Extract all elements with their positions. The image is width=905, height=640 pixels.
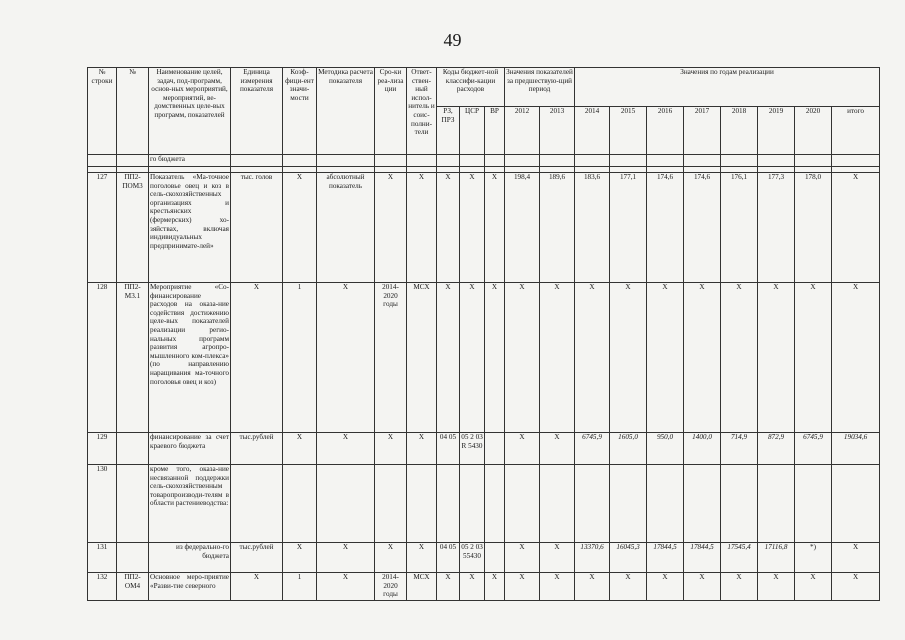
header-row-no: № строки [88,68,117,155]
value-2015: Х [610,573,647,601]
value-2013: 189,6 [540,173,575,283]
table-row [88,173,880,283]
row-coef: 1 [283,283,317,433]
header-years-values: Значения по годам реализации [575,68,880,107]
header-2020: 2020 [795,107,832,155]
table-row [88,433,880,465]
row-unit: тыс.рублей [231,543,283,573]
value-2014: Х [575,283,610,433]
row-number: 128 [88,283,117,433]
row-coef: Х [283,543,317,573]
header-unit: Единица измерения показателя [231,68,283,155]
header-vr: ВР [485,107,505,155]
header-responsible: Ответ-ствен-ный испол-нитель и соис-полни-тели [407,68,437,155]
row-csr: Х [460,573,485,601]
value-2016: 17844,5 [647,543,684,573]
row-terms: Х [375,173,407,283]
row-name: Мероприятие «Со-финансирование расходов на оказа-ние содействия достижению целе-вых показателей реализации регио-нальных программ развития агропро-мышленного ком-плекса» (по направлению наращивания ма-точного поголовья овец и коз) [149,283,231,433]
value-2018: 714,9 [721,433,758,465]
row-rz: 04 05 [437,543,460,573]
value-2015: 177,1 [610,173,647,283]
header-2016: 2016 [647,107,684,155]
value-2013: Х [540,433,575,465]
program-table [87,67,880,601]
row-terms: 2014-2020 годы [375,573,407,601]
header-rz: РЗ, ПРЗ [437,107,460,155]
row-rz: Х [437,283,460,433]
value-2012: Х [505,573,540,601]
row-vr [485,543,505,573]
value-2019: 177,3 [758,173,795,283]
value-2015: 1605,0 [610,433,647,465]
value-2017: Х [684,573,721,601]
row-number: 131 [88,543,117,573]
header-method: Методика расчета показателя [317,68,375,155]
value-2014: 13370,6 [575,543,610,573]
table-row [88,465,880,543]
value-2014: 6745,9 [575,433,610,465]
row-responsible: МСХ [407,573,437,601]
value-2018: Х [721,283,758,433]
value-2018: 176,1 [721,173,758,283]
row-number: 130 [88,465,117,543]
value-2017: Х [684,283,721,433]
value-2017: 1400,0 [684,433,721,465]
row-name: из федерально-го бюджета [149,543,231,573]
row-number: 127 [88,173,117,283]
value-2018: Х [721,573,758,601]
carry-text: го бюджета [149,155,231,167]
table-row [88,155,880,167]
value-total: Х [832,173,880,283]
row-terms: 2014-2020 годы [375,283,407,433]
header-2015: 2015 [610,107,647,155]
row-code: ПП2-М3.1 [117,283,149,433]
value-2019: Х [758,283,795,433]
row-number: 129 [88,433,117,465]
row-method: Х [317,573,375,601]
row-unit: Х [231,573,283,601]
value-total: Х [832,573,880,601]
header-prev-values: Значения показателей за предшествую-щий период [505,68,575,107]
header-2017: 2017 [684,107,721,155]
value-2012: Х [505,543,540,573]
value-2015: Х [610,283,647,433]
row-method: Х [317,433,375,465]
header-2013: 2013 [540,107,575,155]
value-2017: 174,6 [684,173,721,283]
row-responsible: МСХ [407,283,437,433]
value-2019: 872,9 [758,433,795,465]
row-code: ПП2-ОМ4 [117,573,149,601]
value-2017: 17844,5 [684,543,721,573]
header-code-no: № [117,68,149,155]
row-terms: Х [375,543,407,573]
row-coef: 1 [283,573,317,601]
page-number: 49 [443,30,462,50]
row-vr: Х [485,283,505,433]
row-vr [485,433,505,465]
value-2016: Х [647,573,684,601]
row-name: Показатель «Ма-точное поголовье овец и коз в сель-скохозяйственных организациях и крестьянских (фермерских) хо-зяйствах, включая индивидуальных предпринимате-лей» [149,173,231,283]
row-method: Х [317,283,375,433]
table-row [88,573,880,601]
table-header [88,68,880,155]
row-terms: Х [375,433,407,465]
row-code: ПП2-ПОМ3 [117,173,149,283]
value-2013: Х [540,283,575,433]
header-csr: ЦСР [460,107,485,155]
row-rz: 04 05 [437,433,460,465]
value-total: Х [832,543,880,573]
table-body [88,155,880,601]
row-rz: Х [437,573,460,601]
value-2013: Х [540,543,575,573]
header-2012: 2012 [505,107,540,155]
value-2020: Х [795,573,832,601]
value-2015: 16045,3 [610,543,647,573]
value-2016: 174,6 [647,173,684,283]
row-name: Основное меро-приятие «Разви-тие северного [149,573,231,601]
value-2013: Х [540,573,575,601]
value-2016: 950,0 [647,433,684,465]
row-responsible: Х [407,433,437,465]
row-unit: Х [231,283,283,433]
row-csr: Х [460,283,485,433]
row-unit: тыс.рублей [231,433,283,465]
value-total: 19034,6 [832,433,880,465]
header-2019: 2019 [758,107,795,155]
header-terms: Сро-ки реа-лиза ции [375,68,407,155]
value-total: Х [832,283,880,433]
row-vr: Х [485,573,505,601]
row-number: 132 [88,573,117,601]
row-coef: Х [283,173,317,283]
value-2020: Х [795,283,832,433]
header-total: итого [832,107,880,155]
table-row [88,283,880,433]
value-2018: 17545,4 [721,543,758,573]
value-2020: *) [795,543,832,573]
row-csr: 05 2 03 R 5430 [460,433,485,465]
row-csr: 05 2 03 55430 [460,543,485,573]
value-2020: 6745,9 [795,433,832,465]
row-responsible: Х [407,543,437,573]
row-rz: Х [437,173,460,283]
row-method: абсолютный показатель [317,173,375,283]
header-2018: 2018 [721,107,758,155]
row-vr: Х [485,173,505,283]
header-budget-codes: Коды бюджет-ной классифи-кации расходов [437,68,505,107]
row-responsible: Х [407,173,437,283]
value-2012: 198,4 [505,173,540,283]
table-row [88,543,880,573]
value-2016: Х [647,283,684,433]
row-csr: Х [460,173,485,283]
header-2014: 2014 [575,107,610,155]
value-2019: 17116,8 [758,543,795,573]
row-name: финансирование за счет краевого бюджета [149,433,231,465]
header-coef: Коэф-фици-ент значи-мости [283,68,317,155]
value-2012: Х [505,283,540,433]
row-name: кроме того, оказа-ние несвязанной поддержки сель-скохозяйственным товаропроизводи-телям в области растениеводства: [149,465,231,543]
value-2014: 183,6 [575,173,610,283]
row-coef: Х [283,433,317,465]
value-2019: Х [758,573,795,601]
value-2014: Х [575,573,610,601]
value-2012: Х [505,433,540,465]
row-unit: тыс. голов [231,173,283,283]
header-name: Наименование целей, задач, под-программ, основ-ных мероприятий, мероприятий, ве-домственных целе-вых программ, показателей [149,68,231,155]
value-2020: 178,0 [795,173,832,283]
row-method: Х [317,543,375,573]
